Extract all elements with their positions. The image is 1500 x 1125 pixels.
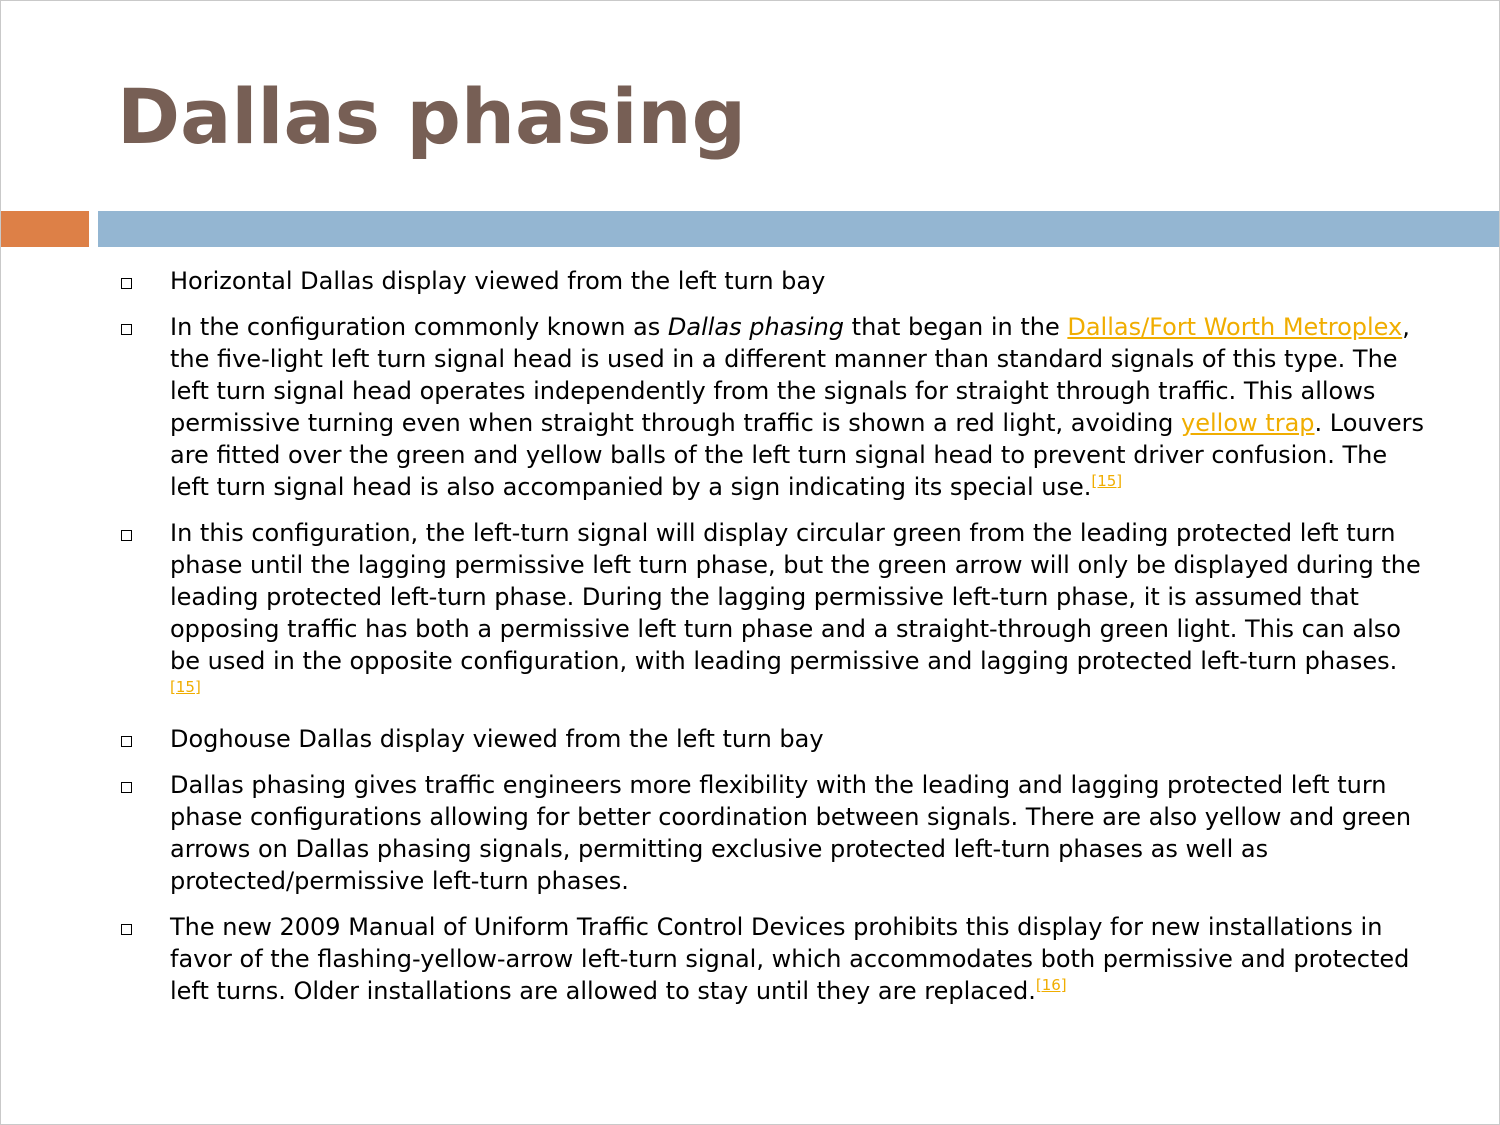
square-bullet-icon (121, 278, 132, 289)
bullet-text: Horizontal Dallas display viewed from the left turn bay (170, 267, 826, 295)
bullet-text: Doghouse Dallas display viewed from the left turn bay (170, 725, 824, 753)
reference-link-16[interactable]: [16] (1035, 976, 1067, 994)
slide-title: Dallas phasing (117, 72, 747, 161)
bullet-text: Dallas phasing gives traffic engineers more flexibility with the leading and lagging protected left turn phase configurations allowing for better coordination between signals. There are also yellow and green arrows on Dallas phasing signals, permitting exclusive protected left-turn phases as well as protected/permissive left-turn phases. (170, 771, 1412, 895)
square-bullet-icon (121, 530, 132, 541)
square-bullet-icon (121, 924, 132, 935)
bullet-item (1, 911, 1426, 1007)
italic-term: Dallas phasing (667, 313, 845, 341)
reference-link-15[interactable]: [15] (170, 678, 201, 696)
bullet-text: , the five-light left turn signal head is used in a different manner than standard signals of this type. The left turn signal head operates independently from the signals for straight through traffic. This allows permissive turning even when straight through traffic is shown a red light, avoiding (170, 313, 1410, 437)
bullet-item (1, 769, 1426, 897)
bullet-list (1, 265, 1500, 1021)
bullet-text: . Louvers are fitted over the green and yellow balls of the left turn signal head to prevent driver confusion. The left turn signal head is also accompanied by a sign indicating its special use. (170, 409, 1424, 501)
bullet-item (1, 517, 1426, 709)
bullet-item (1, 723, 1426, 755)
bullet-text: In this configuration, the left-turn signal will display circular green from the leading protected left turn phase until the lagging permissive left turn phase, but the green arrow will only be displayed during the leading protected left-turn phase. During the lagging permissive left-turn phase, it is assumed that opposing traffic has both a permissive left turn phase and a straight-through green light. This can also be used in the opposite configuration, with leading permissive and lagging protected left-turn phases. (170, 519, 1421, 675)
title-divider-bar (98, 211, 1500, 247)
bullet-text: that began in the (844, 313, 1068, 341)
accent-bar (1, 211, 89, 247)
link-dallas-fort-worth-metroplex[interactable]: Dallas/Fort Worth Metroplex (1067, 313, 1403, 341)
bullet-item (1, 311, 1426, 503)
reference-link-15[interactable]: [15] (1091, 472, 1123, 490)
bullet-text: The new 2009 Manual of Uniform Traffic Control Devices prohibits this display for new installations in favor of the flashing-yellow-arrow left-turn signal, which accommodates both permissive and protected left turns. Older installations are allowed to stay until they are replaced. (170, 913, 1410, 1005)
bullet-item (1, 265, 1426, 297)
square-bullet-icon (121, 736, 132, 747)
link-yellow-trap[interactable]: yellow trap (1181, 409, 1315, 437)
square-bullet-icon (121, 324, 132, 335)
square-bullet-icon (121, 782, 132, 793)
bullet-text: In the configuration commonly known as (170, 313, 668, 341)
